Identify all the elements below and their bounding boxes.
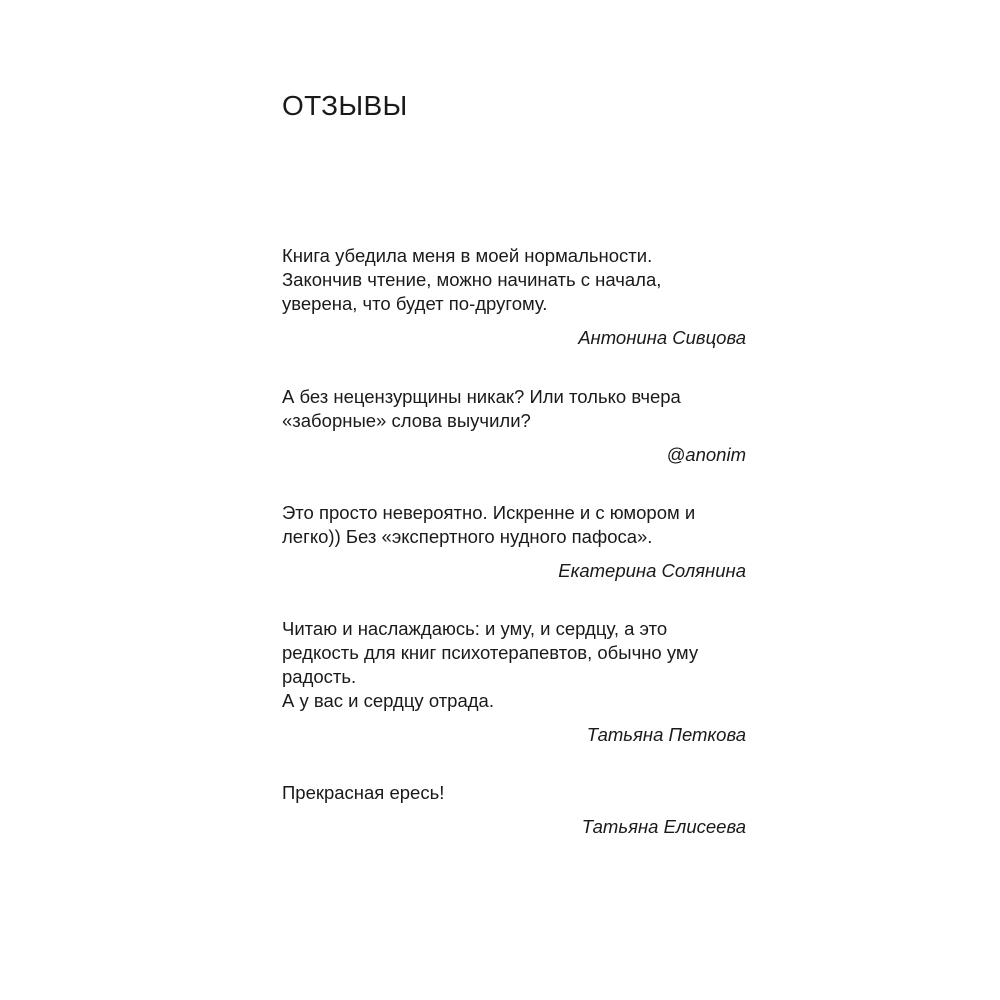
page-title: ОТЗЫВЫ [282, 90, 408, 121]
review-author: Екатерина Солянина [558, 560, 746, 581]
review-text-line: Прекрасная ересь! [282, 782, 445, 803]
review-text [282, 617, 746, 713]
review-item [282, 617, 746, 747]
review-text-line: А без нецензурщины никак? Или только вчера [282, 386, 681, 407]
review-item [282, 385, 746, 467]
review-author: Татьяна Петкова [586, 724, 746, 745]
review-text [282, 781, 746, 805]
review-text [282, 385, 746, 433]
review-item [282, 501, 746, 583]
review-text-line: Закончив чтение, можно начинать с начала, [282, 269, 662, 290]
review-text [282, 244, 746, 316]
review-text-line: радость. [282, 666, 357, 687]
review-text-line: уверена, что будет по-другому. [282, 293, 548, 314]
reviews-list [282, 244, 746, 839]
review-text-line: «заборные» слова выучили? [282, 410, 531, 431]
review-author: Татьяна Елисеева [581, 816, 746, 837]
review-text-line: Книга убедила меня в моей нормальности. [282, 245, 653, 266]
review-author: Антонина Сивцова [578, 327, 746, 348]
review-item [282, 244, 746, 350]
review-text-line: А у вас и сердцу отрада. [282, 690, 494, 711]
review-author: @anonim [666, 444, 746, 465]
review-item [282, 781, 746, 839]
review-text-line: Это просто невероятно. Искренне и с юмором и [282, 502, 696, 523]
review-text-line: редкость для книг психотерапевтов, обычно уму [282, 642, 699, 663]
review-text-line: легко)) Без «экспертного нудного пафоса». [282, 526, 653, 547]
review-text [282, 501, 746, 549]
review-text-line: Читаю и наслаждаюсь: и уму, и сердцу, а это [282, 618, 668, 639]
